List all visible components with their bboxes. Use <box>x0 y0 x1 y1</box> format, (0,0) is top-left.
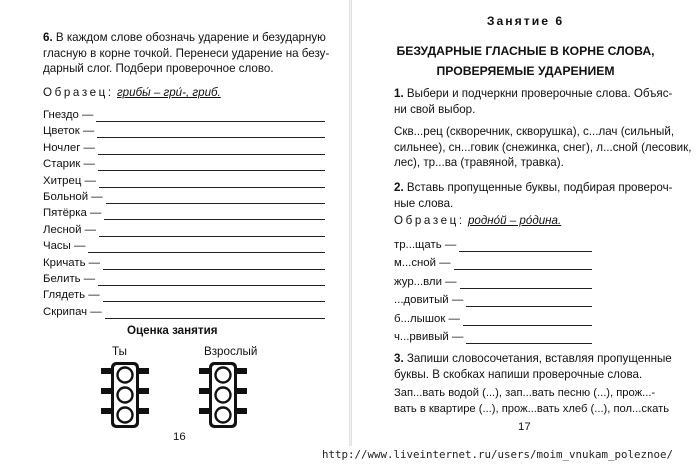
task-2-sample <box>394 214 561 227</box>
lesson-title: Занятие 6 <box>486 14 565 28</box>
word-label: ...довитый — <box>394 294 464 307</box>
sample-answer-right: родно́й – ро́дина. <box>467 214 562 227</box>
word-label: ч...рвивый — <box>394 331 464 343</box>
word-row <box>394 293 592 307</box>
task-3-exercise <box>394 386 697 417</box>
answer-line[interactable] <box>98 144 325 155</box>
traffic-light-you-icon[interactable] <box>95 360 155 430</box>
answer-line[interactable] <box>98 275 325 286</box>
sample-answer: грибы́ – гри́-, гриб. <box>116 86 221 99</box>
word-row <box>43 141 325 155</box>
word-label: Скрипач — <box>43 305 102 318</box>
word-row <box>43 124 325 138</box>
task-1-exercise <box>394 124 694 171</box>
answer-line[interactable] <box>466 333 592 344</box>
answer-line[interactable] <box>103 259 325 270</box>
word-row <box>394 312 592 326</box>
evaluation-you-label: Ты <box>112 345 127 358</box>
right-page <box>352 0 699 466</box>
answer-line[interactable] <box>99 226 325 237</box>
answer-line[interactable] <box>97 127 325 138</box>
answer-line[interactable] <box>466 296 592 307</box>
task-1-line-2: ни свой выбор. <box>394 102 476 116</box>
answer-line[interactable] <box>98 160 325 171</box>
page-number-right: 17 <box>518 421 531 433</box>
word-row <box>43 239 325 253</box>
answer-line[interactable] <box>104 209 325 220</box>
task-1-line-1: Выбери и подчеркни проверочные слова. Объяс- <box>406 87 673 100</box>
word-row <box>394 238 592 252</box>
task-2-line-2: ные слова. <box>394 196 454 210</box>
word-label: м...сной — <box>394 257 451 270</box>
task-1-line-3: Скв...рец (скворечник, скворушка), с...лач (сильный, <box>394 125 675 138</box>
task-6-number: 6. <box>43 31 53 44</box>
word-label: Больной — <box>43 191 103 203</box>
word-label: Хитрец — <box>43 174 96 187</box>
word-row <box>394 256 592 270</box>
task-3-instructions <box>394 351 697 382</box>
word-row <box>43 190 325 204</box>
word-row <box>394 330 592 344</box>
word-row <box>43 223 325 237</box>
task-1-line-5: лес), тр...ва (травяной, травка). <box>394 156 564 169</box>
word-label: Белить — <box>43 273 96 285</box>
task-3-line-4: вать в квартире (...), прож...вать хлеб (...), пол...скать <box>394 402 670 415</box>
word-row <box>394 275 592 289</box>
word-label: Часы — <box>43 240 86 253</box>
word-label: Лесной — <box>43 223 97 236</box>
task-1-line-4: сильнее), сн...говик (снежинка, снег), л...сной (лесовик, <box>394 140 692 154</box>
word-label: Кричать — <box>43 256 101 269</box>
word-row <box>43 108 325 122</box>
task-3-line-2: буквы. В скобках напиши проверочные слова. <box>394 367 643 381</box>
answer-line[interactable] <box>454 259 592 270</box>
answer-line[interactable] <box>96 111 325 122</box>
task-2-number: 2. <box>394 181 404 194</box>
sample-label-right: Образец: <box>394 214 465 227</box>
traffic-light-adult-icon[interactable] <box>193 360 253 430</box>
evaluation-adult-label: Взрослый <box>204 345 258 358</box>
word-label: тр...щать — <box>394 239 457 251</box>
task-6-instructions <box>43 30 343 77</box>
answer-line[interactable] <box>103 291 325 302</box>
source-url-watermark: http://www.liveinternet.ru/users/moim_vnukam_poleznoe/ <box>322 448 674 461</box>
word-row <box>43 206 325 220</box>
word-row <box>43 174 325 188</box>
word-row <box>43 305 325 319</box>
word-label: Глядеть — <box>43 289 100 302</box>
word-label: Старик — <box>43 158 95 171</box>
evaluation-title: Оценка занятия <box>127 324 218 337</box>
task-1-instructions <box>394 86 694 117</box>
word-row <box>43 157 325 171</box>
word-label: Пятёрка — <box>43 207 102 220</box>
word-row <box>43 272 325 286</box>
left-page <box>0 0 349 466</box>
word-label: Цветок — <box>43 125 95 138</box>
task-2-instructions <box>394 180 694 211</box>
section-title-line-2: ПРОВЕРЯЕМЫЕ УДАРЕНИЕМ <box>436 64 615 78</box>
answer-line[interactable] <box>105 308 325 319</box>
section-title-line-1: БЕЗУДАРНЫЕ ГЛАСНЫЕ В КОРНЕ СЛОВА, <box>396 44 655 58</box>
word-row <box>43 288 325 302</box>
word-label: б...лышок — <box>394 312 460 325</box>
page-number-left: 16 <box>173 431 186 443</box>
task-6-sample <box>43 86 221 99</box>
answer-line[interactable] <box>99 177 325 188</box>
task-6-line-3: дарный слог. Подбери проверочное слово. <box>43 62 274 75</box>
word-row <box>43 256 325 270</box>
sample-label: Образец: <box>43 86 114 99</box>
task-3-line-1: Запиши словосочетания, вставляя пропущенные <box>406 352 672 365</box>
word-label: жур...вли — <box>394 275 457 288</box>
answer-line[interactable] <box>459 241 592 252</box>
task-2-line-1: Вставь пропущенные буквы, подбирая провероч- <box>406 181 673 194</box>
answer-line[interactable] <box>106 193 325 204</box>
task-3-line-3: Зап...вать водой (...), зап...вать песню (...), прож...- <box>394 387 656 399</box>
word-label: Ночлег — <box>43 141 95 154</box>
task-3-number: 3. <box>394 352 404 365</box>
task-6-line-1: В каждом слове обозначь ударение и безударную <box>55 31 326 44</box>
task-6-line-2: гласную в корне точкой. Перенеси ударение на безу- <box>43 46 330 60</box>
answer-line[interactable] <box>88 242 325 253</box>
answer-line[interactable] <box>463 315 592 326</box>
task-1-number: 1. <box>394 87 404 100</box>
answer-line[interactable] <box>460 278 592 289</box>
word-label: Гнездо — <box>43 109 94 121</box>
